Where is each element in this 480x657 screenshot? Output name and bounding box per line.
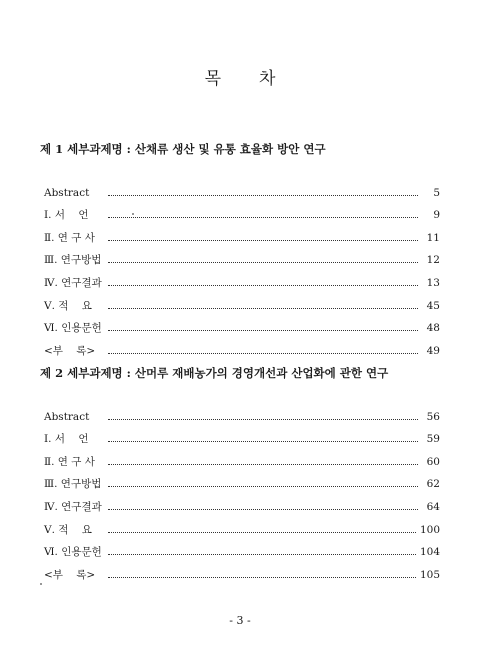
toc-entry[interactable] xyxy=(44,558,440,581)
toc-entry-label: Ⅳ. 연구결과 xyxy=(44,500,102,513)
toc-entry-page: 45 xyxy=(426,299,440,312)
toc-entry-label: Ⅰ. 서 언 xyxy=(44,209,89,222)
scan-speck xyxy=(132,213,134,215)
toc-entry-page: 62 xyxy=(426,478,440,491)
toc-entry-label: <부 록> xyxy=(44,344,96,357)
toc-entry-page: 104 xyxy=(419,546,440,559)
toc-entry[interactable] xyxy=(44,536,440,559)
toc-entry[interactable] xyxy=(44,312,440,335)
dot-leader xyxy=(108,239,418,241)
toc-list-2 xyxy=(44,400,440,581)
toc-entry[interactable] xyxy=(44,221,440,244)
scan-speck xyxy=(40,583,42,585)
dot-leader xyxy=(108,531,416,533)
dot-leader xyxy=(108,576,416,578)
toc-entry[interactable] xyxy=(44,423,440,446)
toc-entry-page: 49 xyxy=(426,344,440,357)
toc-entry[interactable] xyxy=(44,176,440,199)
toc-entry-label: Ⅵ. 인용문헌 xyxy=(44,322,102,335)
page-title xyxy=(0,64,480,89)
toc-entry-label: Abstract xyxy=(44,186,90,199)
toc-entry-label: Ⅴ. 적 요 xyxy=(44,523,92,536)
dot-leader xyxy=(108,307,418,309)
toc-entry-label: <부 록> xyxy=(44,568,96,581)
dot-leader xyxy=(108,261,418,263)
section-heading-1: 제 1 세부과제명 : 산채류 생산 및 유통 효율화 방안 연구 xyxy=(40,142,326,156)
toc-entry[interactable] xyxy=(44,400,440,423)
toc-entry-page: 12 xyxy=(426,254,440,267)
dot-leader xyxy=(108,485,418,487)
toc-entry[interactable] xyxy=(44,334,440,357)
toc-entry-page: 64 xyxy=(426,500,440,513)
toc-entry-page: 60 xyxy=(426,455,440,468)
toc-entry[interactable] xyxy=(44,289,440,312)
toc-entry-page: 9 xyxy=(433,209,440,222)
page-number: - 3 - xyxy=(229,614,251,627)
dot-leader xyxy=(108,508,418,510)
toc-entry[interactable] xyxy=(44,199,440,222)
toc-entry-page: 13 xyxy=(426,276,440,289)
toc-entry-label: Ⅱ. 연 구 사 xyxy=(44,455,95,468)
toc-entry[interactable] xyxy=(44,513,440,536)
dot-leader xyxy=(108,463,418,465)
dot-leader xyxy=(108,284,418,286)
toc-entry[interactable] xyxy=(44,266,440,289)
toc-entry[interactable] xyxy=(44,445,440,468)
toc-entry-page: 100 xyxy=(419,523,440,536)
toc-entry-label: Ⅳ. 연구결과 xyxy=(44,276,102,289)
toc-entry-label: Ⅲ. 연구방법 xyxy=(44,254,102,267)
toc-entry-label: Ⅴ. 적 요 xyxy=(44,299,92,312)
toc-entry[interactable] xyxy=(44,490,440,513)
toc-entry-page: 48 xyxy=(426,322,440,335)
toc-entry[interactable] xyxy=(44,244,440,267)
section-heading-2: 제 2 세부과제명 : 산머루 재배농가의 경영개선과 산업화에 관한 연구 xyxy=(40,366,389,380)
toc-entry-page: 105 xyxy=(419,568,440,581)
toc-entry-label: Ⅲ. 연구방법 xyxy=(44,478,102,491)
dot-leader xyxy=(108,352,418,354)
toc-entry-page: 5 xyxy=(433,186,440,199)
dot-leader xyxy=(108,216,418,218)
toc-entry-label: Abstract xyxy=(44,410,90,423)
title-char-1: 목 xyxy=(204,69,221,89)
dot-leader xyxy=(108,194,418,196)
toc-entry-page: 56 xyxy=(426,410,440,423)
toc-entry-label: Ⅱ. 연 구 사 xyxy=(44,231,95,244)
toc-list-1 xyxy=(44,176,440,357)
dot-leader xyxy=(108,329,418,331)
dot-leader xyxy=(108,440,418,442)
toc-entry-page: 11 xyxy=(426,231,440,244)
title-char-2: 차 xyxy=(259,69,276,89)
dot-leader xyxy=(108,553,416,555)
toc-entry-page: 59 xyxy=(426,433,440,446)
toc-entry-label: Ⅰ. 서 언 xyxy=(44,433,89,446)
toc-entry-label: Ⅵ. 인용문헌 xyxy=(44,546,102,559)
dot-leader xyxy=(108,418,418,420)
toc-entry[interactable] xyxy=(44,468,440,491)
